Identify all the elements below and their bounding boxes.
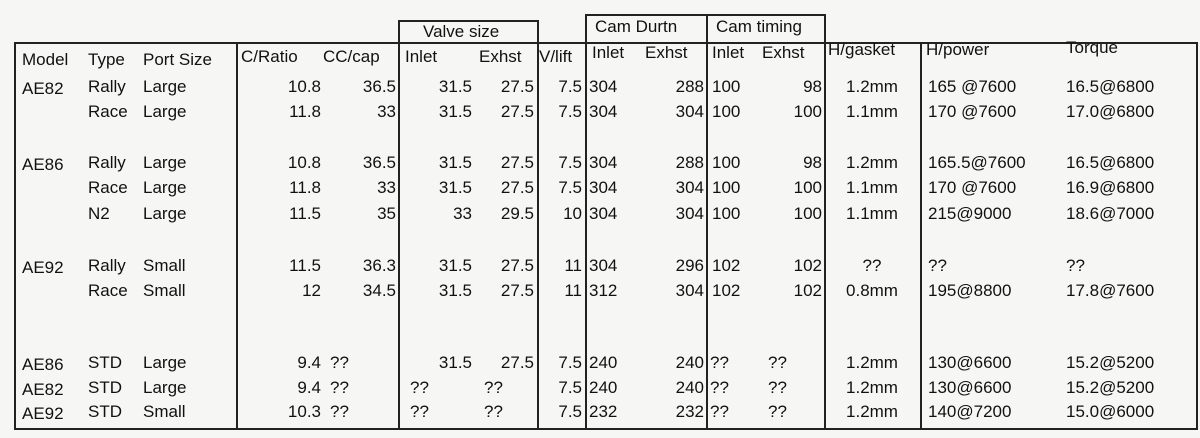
row-10-cex-cell: 232 [675, 402, 704, 421]
row-2-cin-cell: 304 [589, 102, 618, 121]
row-6-tin-cell: 102 [712, 256, 741, 275]
row-2-vin-cell: 31.5 [438, 102, 472, 121]
row-3-model-cell: AE86 [22, 155, 64, 174]
row-3-cin-cell: 304 [589, 153, 618, 172]
row-2-tex-cell: 100 [793, 102, 822, 121]
row-1-tex-cell: 98 [803, 77, 822, 96]
row-2-port-cell: Large [143, 102, 187, 121]
row-9-type-cell: STD [88, 378, 122, 397]
row-9-cr-cell: 9.4 [297, 378, 321, 397]
col-header-cc-cap: CC/cap [323, 47, 380, 66]
row-9-hp-cell: 130@6600 [928, 378, 1012, 397]
col-header-h-power: H/power [926, 40, 990, 59]
col-header-c-ratio: C/Ratio [241, 47, 298, 66]
row-9-tex-cell: ?? [768, 378, 787, 397]
row-3-vex-cell: 27.5 [500, 153, 534, 172]
row-2-tq-cell: 17.0@6800 [1066, 102, 1155, 121]
row-3-cc-cell: 36.5 [362, 153, 396, 172]
row-10-tin-cell: ?? [710, 402, 729, 421]
cam-box-top [585, 14, 825, 16]
row-9-model-cell: AE82 [22, 380, 64, 399]
col-header-h-gasket: H/gasket [828, 40, 896, 59]
divider-after-cam-durtn [706, 14, 708, 430]
row-3-cr-cell: 10.8 [287, 153, 321, 172]
row-5-vex-cell: 29.5 [500, 204, 534, 223]
row-7-tex-cell: 102 [793, 281, 822, 300]
row-5-tq-cell: 18.6@7000 [1066, 204, 1155, 223]
row-4-hg-cell: 1.1mm [846, 178, 898, 197]
row-5-type-cell: N2 [88, 204, 110, 223]
row-4-cex-cell: 304 [675, 178, 704, 197]
row-7-cex-cell: 304 [675, 281, 704, 300]
row-10-vex-cell: ?? [484, 402, 503, 421]
row-1-cex-cell: 288 [675, 77, 704, 96]
row-3-vin-cell: 31.5 [438, 153, 472, 172]
row-7-type-cell: Race [88, 281, 128, 300]
row-7-vin-cell: 31.5 [438, 281, 472, 300]
row-8-type-cell: STD [88, 353, 122, 372]
row-1-model-cell: AE82 [22, 79, 64, 98]
row-5-tex-cell: 100 [793, 204, 822, 223]
row-5-tin-cell: 100 [712, 204, 741, 223]
row-3-port-cell: Large [143, 153, 187, 172]
row-7-hg-cell: 0.8mm [846, 281, 898, 300]
row-10-type-cell: STD [88, 402, 122, 421]
row-9-cin-cell: 240 [589, 378, 618, 397]
row-7-hp-cell: 195@8800 [928, 281, 1012, 300]
row-1-vl-cell: 7.5 [558, 77, 582, 96]
row-6-vl-cell: 11 [564, 256, 582, 275]
row-8-vin-cell: 31.5 [438, 353, 472, 372]
valve-size-group-header: Valve size [423, 22, 500, 41]
row-6-cex-cell: 296 [675, 256, 704, 275]
row-10-model-cell: AE92 [22, 404, 64, 423]
row-4-tq-cell: 16.9@6800 [1066, 178, 1155, 197]
row-7-cc-cell: 34.5 [362, 281, 396, 300]
row-2-vl-cell: 7.5 [558, 102, 582, 121]
row-8-cex-cell: 240 [675, 353, 704, 372]
row-8-tex-cell: ?? [768, 353, 787, 372]
divider-after-vlift [585, 14, 587, 430]
row-1-type-cell: Rally [88, 77, 126, 96]
row-2-vex-cell: 27.5 [500, 102, 534, 121]
row-10-cr-cell: 10.3 [287, 402, 321, 421]
row-5-vin-cell: 33 [453, 204, 472, 223]
row-10-cc-cell: ?? [330, 402, 349, 421]
row-5-cex-cell: 304 [675, 204, 704, 223]
row-2-cex-cell: 304 [675, 102, 704, 121]
row-8-port-cell: Large [143, 353, 187, 372]
row-3-type-cell: Rally [88, 153, 126, 172]
row-10-vin-cell: ?? [410, 402, 429, 421]
row-10-port-cell: Small [143, 402, 186, 421]
row-2-cc-cell: 33 [377, 102, 396, 121]
row-7-tin-cell: 102 [712, 281, 741, 300]
row-6-cr-cell: 11.5 [289, 256, 321, 275]
col-header-port-size: Port Size [143, 50, 212, 69]
row-6-type-cell: Rally [88, 256, 126, 275]
row-4-port-cell: Large [143, 178, 187, 197]
col-header-v-lift: V/lift [539, 47, 573, 66]
row-1-port-cell: Large [143, 77, 187, 96]
row-1-hp-cell: 165 @7600 [928, 77, 1017, 96]
divider-after-port [236, 42, 238, 430]
row-8-cc-cell: ?? [330, 353, 349, 372]
row-4-vin-cell: 31.5 [438, 178, 472, 197]
col-header-timing-exhst: Exhst [762, 43, 805, 62]
row-3-cex-cell: 288 [675, 153, 704, 172]
divider-after-hgasket [920, 42, 922, 430]
row-6-hp-cell: ?? [928, 256, 947, 275]
row-7-cr-cell: 12 [302, 281, 321, 300]
row-2-type-cell: Race [88, 102, 128, 121]
row-5-hp-cell: 215@9000 [928, 204, 1012, 223]
row-10-vl-cell: 7.5 [558, 402, 582, 421]
row-6-tex-cell: 102 [793, 256, 822, 275]
col-header-cam-exhst: Exhst [645, 43, 688, 62]
row-6-hg-cell: ?? [862, 256, 882, 275]
col-header-valve-exhst: Exhst [479, 47, 522, 66]
row-8-tq-cell: 15.2@5200 [1066, 353, 1155, 372]
row-1-vin-cell: 31.5 [438, 77, 472, 96]
row-8-cin-cell: 240 [589, 353, 618, 372]
row-9-vl-cell: 7.5 [558, 378, 582, 397]
row-4-hp-cell: 170 @7600 [928, 178, 1017, 197]
row-6-vex-cell: 27.5 [500, 256, 534, 275]
row-6-vin-cell: 31.5 [438, 256, 472, 275]
row-4-cin-cell: 304 [589, 178, 618, 197]
col-header-torque: Torque [1066, 38, 1118, 57]
row-1-cc-cell: 36.5 [362, 77, 396, 96]
row-1-tq-cell: 16.5@6800 [1066, 77, 1155, 96]
row-9-vex-cell: ?? [484, 378, 503, 397]
row-4-cc-cell: 33 [377, 178, 396, 197]
row-8-cr-cell: 9.4 [297, 353, 321, 372]
row-9-tin-cell: ?? [710, 378, 729, 397]
row-7-tq-cell: 17.8@7600 [1066, 281, 1155, 300]
row-1-vex-cell: 27.5 [500, 77, 534, 96]
row-7-port-cell: Small [143, 281, 186, 300]
row-1-hg-cell: 1.2mm [846, 77, 898, 96]
row-9-tq-cell: 15.2@5200 [1066, 378, 1155, 397]
row-10-cin-cell: 232 [589, 402, 618, 421]
right-border [1196, 42, 1198, 430]
row-3-tin-cell: 100 [712, 153, 741, 172]
row-8-model-cell: AE86 [22, 355, 64, 374]
row-3-vl-cell: 7.5 [558, 153, 582, 172]
row-5-hg-cell: 1.1mm [846, 204, 898, 223]
row-8-vex-cell: 27.5 [500, 353, 534, 372]
row-3-tex-cell: 98 [803, 153, 822, 172]
row-10-hg-cell: 1.2mm [846, 402, 898, 421]
row-6-cin-cell: 304 [589, 256, 618, 275]
col-header-valve-inlet: Inlet [405, 47, 438, 66]
cam-durtn-group-header: Cam Durtn [595, 17, 678, 36]
divider-after-cam-timing [824, 14, 826, 430]
row-3-hp-cell: 165.5@7600 [928, 153, 1026, 172]
row-8-hg-cell: 1.2mm [846, 353, 898, 372]
row-6-model-cell: AE92 [22, 258, 64, 277]
row-5-cin-cell: 304 [589, 204, 618, 223]
row-4-type-cell: Race [88, 178, 128, 197]
row-9-port-cell: Large [143, 378, 187, 397]
divider-after-cc [398, 20, 400, 430]
row-6-tq-cell: ?? [1066, 256, 1085, 275]
col-header-model: Model [22, 50, 69, 69]
row-1-cr-cell: 10.8 [287, 77, 321, 96]
row-2-cr-cell: 11.8 [289, 102, 321, 121]
row-1-cin-cell: 304 [589, 77, 618, 96]
row-8-tin-cell: ?? [710, 353, 729, 372]
cam-timing-group-header: Cam timing [716, 17, 802, 36]
row-4-vex-cell: 27.5 [500, 178, 534, 197]
row-10-hp-cell: 140@7200 [928, 402, 1012, 421]
row-8-vl-cell: 7.5 [558, 353, 582, 372]
bottom-border [14, 428, 1198, 430]
col-header-timing-inlet: Inlet [712, 43, 745, 62]
row-3-tq-cell: 16.5@6800 [1066, 153, 1155, 172]
row-7-vl-cell: 11 [564, 281, 582, 300]
row-4-tex-cell: 100 [793, 178, 822, 197]
row-9-vin-cell: ?? [410, 378, 429, 397]
row-6-port-cell: Small [143, 256, 186, 275]
divider-after-valve [537, 20, 539, 430]
row-7-cin-cell: 312 [589, 281, 618, 300]
row-10-tq-cell: 15.0@6000 [1066, 402, 1155, 421]
row-2-tin-cell: 100 [712, 102, 741, 121]
row-2-hp-cell: 170 @7600 [928, 102, 1017, 121]
row-1-tin-cell: 100 [712, 77, 741, 96]
row-8-hp-cell: 130@6600 [928, 353, 1012, 372]
row-10-tex-cell: ?? [768, 402, 787, 421]
row-5-port-cell: Large [143, 204, 187, 223]
row-3-hg-cell: 1.2mm [846, 153, 898, 172]
row-7-vex-cell: 27.5 [500, 281, 534, 300]
row-4-cr-cell: 11.8 [289, 178, 321, 197]
row-9-hg-cell: 1.2mm [846, 378, 898, 397]
col-header-type: Type [88, 50, 125, 69]
row-5-cc-cell: 35 [377, 204, 396, 223]
row-9-cc-cell: ?? [330, 378, 349, 397]
row-6-cc-cell: 36.3 [362, 256, 396, 275]
row-2-hg-cell: 1.1mm [846, 102, 898, 121]
row-5-vl-cell: 10 [563, 204, 582, 223]
col-header-cam-inlet: Inlet [592, 43, 625, 62]
row-5-cr-cell: 11.5 [289, 204, 321, 223]
row-9-cex-cell: 240 [675, 378, 704, 397]
row-4-tin-cell: 100 [712, 178, 741, 197]
row-4-vl-cell: 7.5 [558, 178, 582, 197]
left-border [14, 42, 16, 430]
